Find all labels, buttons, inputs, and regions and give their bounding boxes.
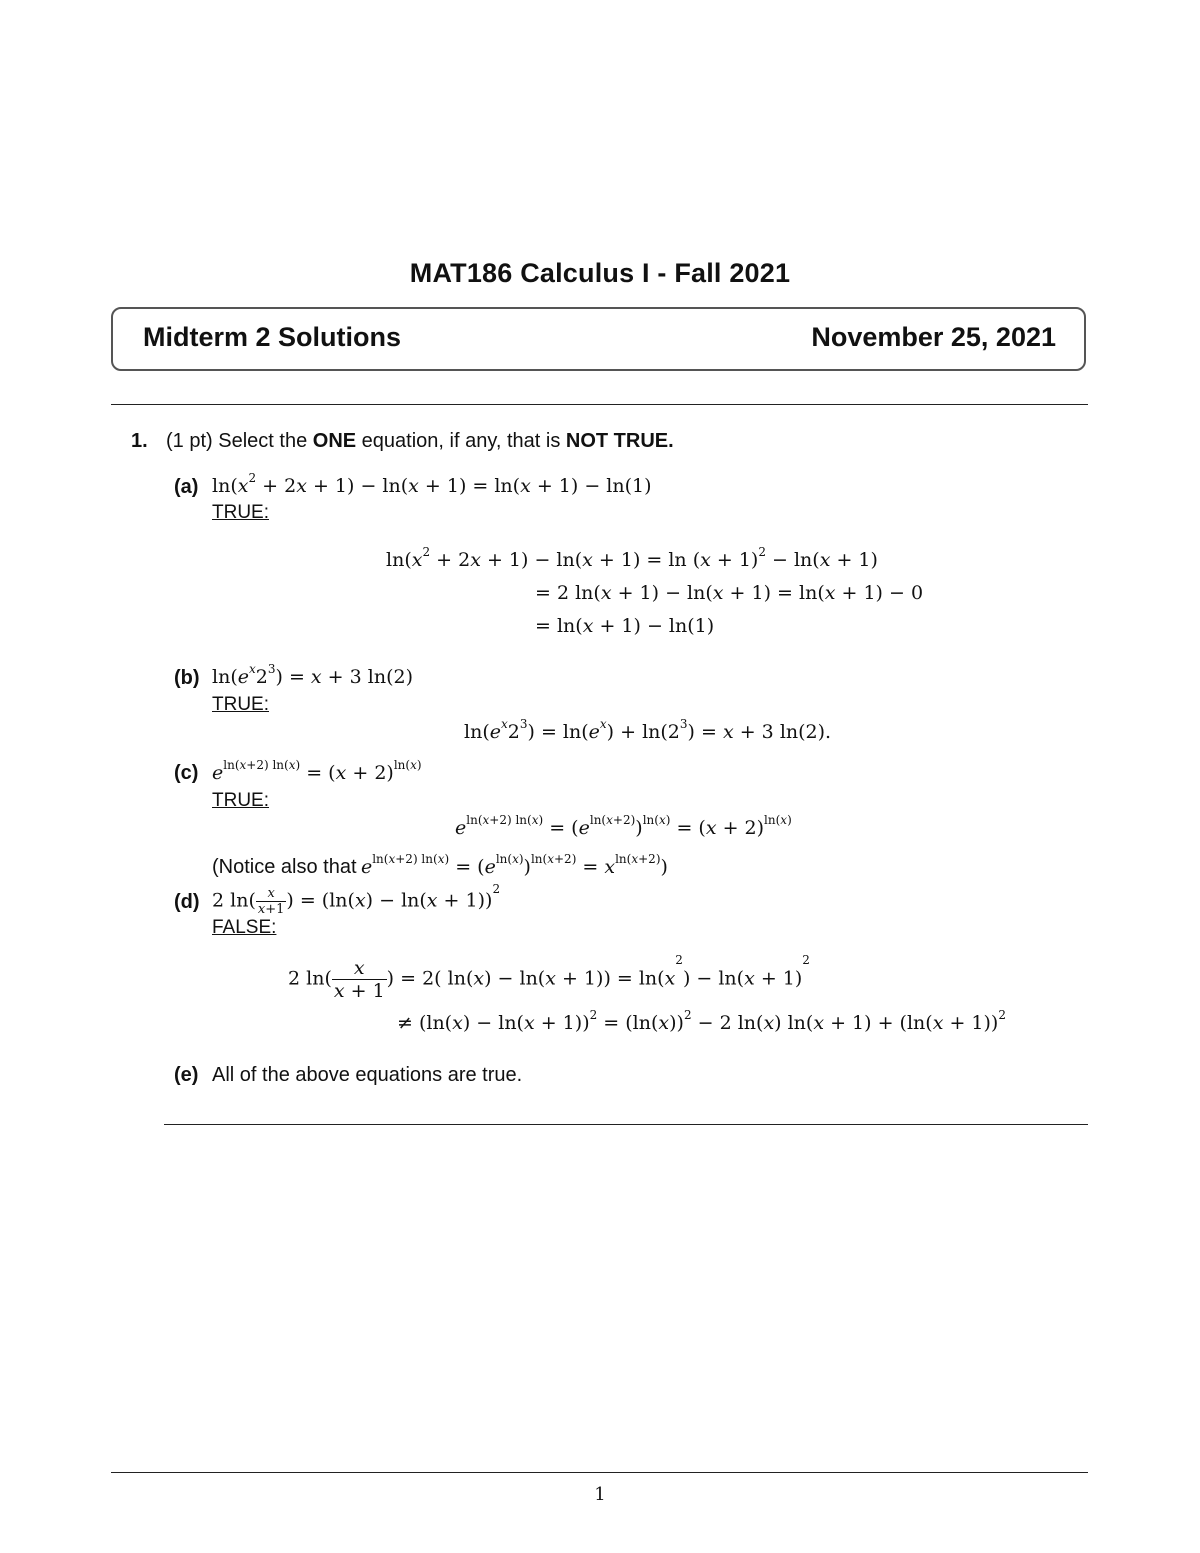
part-a-work-line-2: = 2 ln(x + 1) − ln(x + 1) = ln(x + 1) − 0 <box>535 582 924 604</box>
page-number: 1 <box>594 1484 606 1505</box>
footer-rule <box>111 1472 1088 1473</box>
course-title: MAT186 Calculus I - Fall 2021 <box>409 258 791 288</box>
part-c-notice-math: $e^{ln(x+2) ln(x)} = (e^{ln(x)})^{ln(x+2)} = x^{ln(x+2)}$) <box>360 852 668 878</box>
header-box <box>111 307 1086 371</box>
exam-date: November 25, 2021 <box>811 322 1056 352</box>
question-text-2: equation, if any, that is <box>361 430 561 452</box>
question-emph-not-true: NOT TRUE. <box>565 430 674 452</box>
part-a-work-line-3: = ln(x + 1) − ln(1) <box>535 615 715 637</box>
question-text-1: Select the <box>218 430 308 452</box>
part-a-verdict: TRUE: <box>212 502 269 523</box>
part-c-notice-text: (Notice also that <box>212 856 357 878</box>
part-e-label: (e) <box>174 1064 199 1086</box>
part-b-work: $\ln(e^x2^3) = \ln(e^x) + \ln(2^3) = x + 3$ ln(2). <box>464 717 832 743</box>
part-c-notice <box>212 852 668 879</box>
part-d-work-line-2: ≠ $(\ln(x) - \ln(x + 1))^2 = (\ln(x))^2 - 2$ ln(x) $\ln(x + 1) + (\ln(x + 1))^2$ <box>397 1008 1006 1034</box>
part-d-equation: 2 ln( $\frac{x}{x+1}$ ) = $(\ln(x) - \ln(x + 1))^2$ <box>212 882 501 917</box>
part-d-work-line-1: 2 ln( $\frac{x}{x + 1}$ ) = 2( $\ln(x) - \ln(x + 1)) = \ln(x^2) - \ln(x + 1)^2$ <box>288 953 810 1002</box>
part-c-label: (c) <box>174 762 199 784</box>
part-b-verdict: TRUE: <box>212 694 269 715</box>
part-b-label: (b) <box>174 667 200 689</box>
part-d-verdict: FALSE: <box>212 917 277 938</box>
part-a-label: (a) <box>174 476 199 498</box>
exam-title: Midterm 2 Solutions <box>143 322 402 352</box>
question-end-rule <box>164 1124 1088 1125</box>
top-rule <box>111 404 1088 405</box>
part-b-equation: $\ln(e^x2^3) = x + 3$ ln(2) <box>212 662 413 688</box>
part-a-equation: $\ln(x^2 + 2x + 1) - \ln(x + 1) = \ln(x + 1) - \ln(1)$ <box>212 471 652 497</box>
question-points: (1 pt) <box>166 430 213 452</box>
part-d-label: (d) <box>174 891 200 913</box>
part-e-text: All of the above equations are true. <box>212 1064 523 1086</box>
part-c-work: $e^{ln(x+2) ln(x)} = (e^{ln(x+2)})^{ln(x)} = (x + 2)^{ln(x)}$ <box>455 813 792 839</box>
question-emph-one: ONE <box>312 430 357 452</box>
question-text <box>166 430 674 453</box>
question-number: 1. <box>131 430 148 452</box>
part-a-work-line-1: $\ln(x^2 + 2x + 1) - \ln(x + 1) = \ln (x + 1)^2 - \ln(x + 1)$ <box>386 545 878 571</box>
part-c-verdict: TRUE: <box>212 790 269 811</box>
part-c-equation: $e^{ln(x+2) ln(x)} = (x + 2)^{ln(x)}$ <box>212 758 422 784</box>
